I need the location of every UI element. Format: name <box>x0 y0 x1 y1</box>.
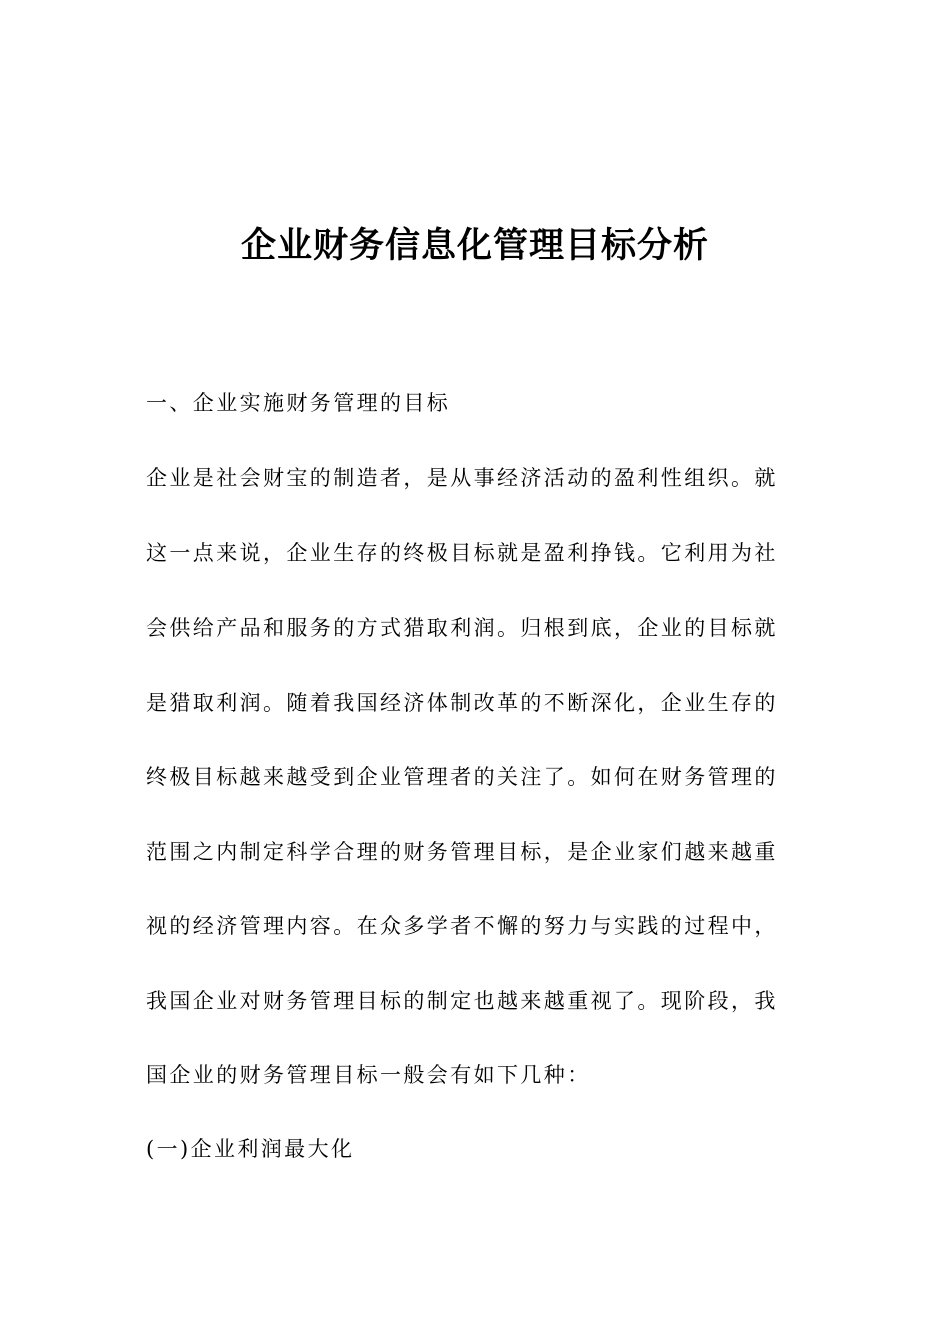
paragraph-line: 终极目标越来越受到企业管理者的关注了。如何在财务管理的 <box>146 765 778 789</box>
paragraph-line: 范围之内制定科学合理的财务管理目标，是企业家们越来越重 <box>146 840 778 864</box>
section-heading: 一、企业实施财务管理的目标 <box>146 391 451 415</box>
document-title: 企业财务信息化管理目标分析 <box>240 226 709 266</box>
paragraph-line: 会供给产品和服务的方式猎取利润。归根到底，企业的目标就 <box>146 616 778 640</box>
paragraph-line: 是猎取利润。随着我国经济体制改革的不断深化，企业生存的 <box>146 691 778 715</box>
paragraph-line: 这一点来说，企业生存的终极目标就是盈利挣钱。它利用为社 <box>146 541 778 565</box>
subsection-heading: (一)企业利润最大化 <box>146 1137 355 1161</box>
paragraph-line: 我国企业对财务管理目标的制定也越来越重视了。现阶段，我 <box>146 989 778 1013</box>
paragraph-line: 企业是社会财宝的制造者，是从事经济活动的盈利性组织。就 <box>146 466 778 490</box>
paragraph-line: 视的经济管理内容。在众多学者不懈的努力与实践的过程中， <box>146 914 778 938</box>
paragraph-line: 国企业的财务管理目标一般会有如下几种： <box>146 1063 591 1087</box>
